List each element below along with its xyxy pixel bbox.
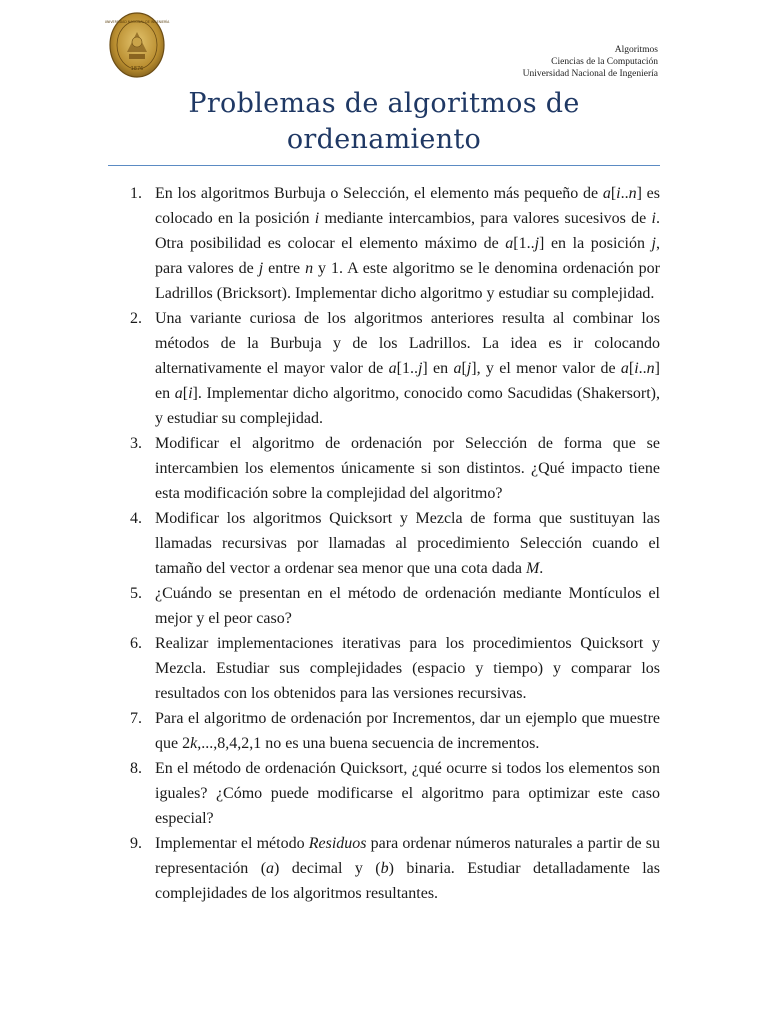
problem-number: 1.	[130, 185, 142, 202]
page-title: Problemas de algoritmos de ordenamiento	[188, 88, 580, 155]
problem-number: 9.	[130, 835, 142, 852]
problem-number: 6.	[130, 635, 142, 652]
problem-list	[108, 181, 660, 906]
header-course: Algoritmos	[614, 45, 658, 55]
problem-text: Modificar el algoritmo de ordenación por Selección de forma que se intercambien los elementos únicamente si son distintos. ¿Qué impacto tiene esta modificación sobre la complejidad del algoritmo?	[155, 435, 660, 502]
problem-item	[108, 581, 660, 631]
problem-number: 2.	[130, 310, 142, 327]
problem-number: 8.	[130, 760, 142, 777]
problem-item	[108, 431, 660, 506]
problem-item	[108, 306, 660, 431]
problem-text: En el método de ordenación Quicksort, ¿qué ocurre si todos los elementos son iguales? ¿Cómo puede modificarse el algoritmo para optimizar este caso especial?	[155, 760, 660, 827]
document-header	[523, 44, 658, 80]
title-divider	[108, 165, 660, 166]
problem-text: Una variante curiosa de los algoritmos anteriores resulta al combinar los métodos de la Burbuja y de los Ladrillos. La idea es ir colocando alternativamente el mayor valor de a[1..j] en a[j], y el menor valor de a[i..n] en a[i]. Implementar dicho algoritmo, conocido como Sacudidas (Shakersort), y estudiar su complejidad.	[155, 310, 660, 427]
problem-number: 5.	[130, 585, 142, 602]
problem-text: En los algoritmos Burbuja o Selección, el elemento más pequeño de a[i..n] es colocado en la posición i mediante intercambios, para valores sucesivos de i. Otra posibilidad es colocar el elemento máximo de a[1..j] en la posición j, para valores de j entre n y 1. A este algoritmo se le denomina ordenación por Ladrillos (Bricksort). Implementar dicho algoritmo y estudiar su complejidad.	[155, 185, 661, 302]
problem-text: ¿Cuándo se presentan en el método de ordenación mediante Montículos el mejor y el peor caso?	[155, 585, 660, 627]
problem-item	[108, 631, 660, 706]
problem-item	[108, 756, 660, 831]
header-university: Universidad Nacional de Ingeniería	[522, 69, 658, 79]
problem-text: Modificar los algoritmos Quicksort y Mezcla de forma que sustituyan las llamadas recursivas por llamadas al procedimiento Selección cuando el tamaño del vector a ordenar sea menor que una cota dada M.	[155, 510, 660, 577]
problem-number: 3.	[130, 435, 142, 452]
seal-text: UNIVERSIDAD NACIONAL DE INGENIERÍA	[104, 20, 170, 24]
problem-text: Implementar el método Residuos para ordenar números naturales a partir de su representación (a) decimal y (b) binaria. Estudiar detalladamente las complejidades de los algoritmos resultantes.	[155, 835, 661, 902]
problem-number: 7.	[130, 710, 142, 727]
seal-year: 1876	[130, 66, 144, 72]
problem-item	[108, 706, 660, 756]
problem-item	[108, 831, 660, 906]
header-department: Ciencias de la Computación	[551, 57, 658, 67]
problem-item	[108, 506, 660, 581]
university-seal-logo	[104, 12, 170, 78]
problem-number: 4.	[130, 510, 142, 527]
problem-item	[108, 181, 660, 306]
problem-text: Realizar implementaciones iterativas para los procedimientos Quicksort y Mezcla. Estudiar sus complejidades (espacio y tiempo) y comparar los resultados con los obtenidos para las versiones recursivas.	[155, 635, 660, 702]
problem-text: Para el algoritmo de ordenación por Incrementos, dar un ejemplo que muestre que 2k,...,8,4,2,1 no es una buena secuencia de incrementos.	[155, 710, 660, 752]
